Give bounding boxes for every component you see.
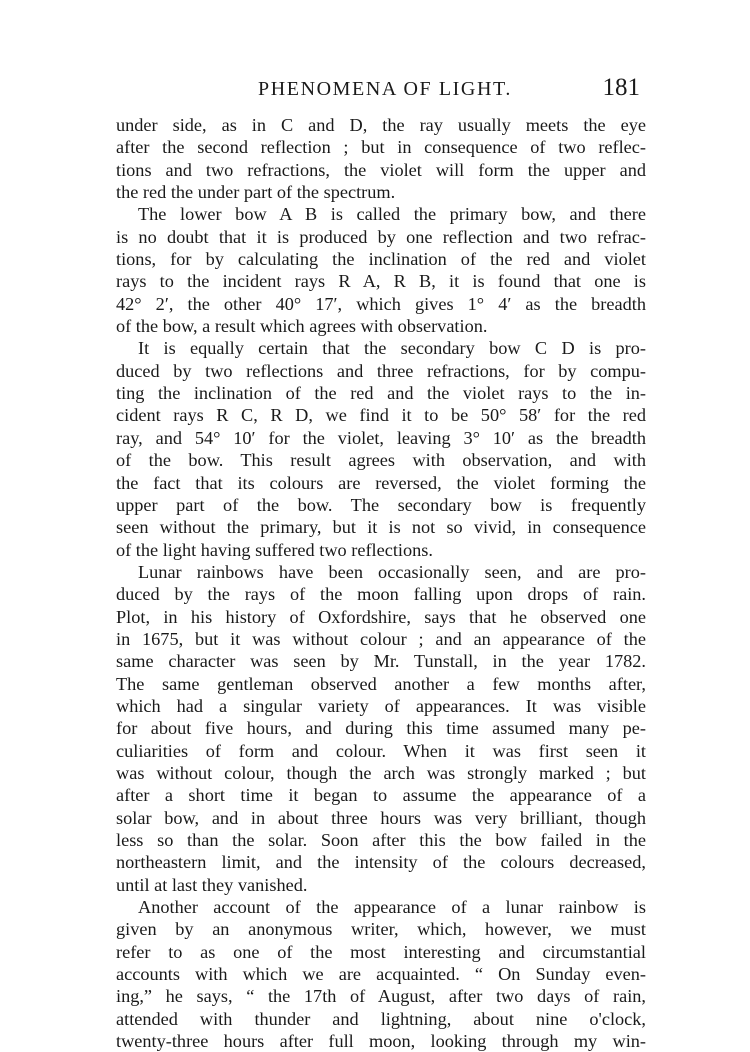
text-line: the fact that its colours are reversed, the violet forming the: [116, 472, 646, 493]
text-line: upper part of the bow. The secondary bow is frequently: [116, 494, 646, 515]
text-line: seen without the primary, but it is not so vivid, in consequence: [116, 517, 646, 538]
text-line: accounts with which we are acquainted. “ On Sunday even-: [116, 964, 646, 985]
text-line: of the light having suffered two reflections.: [116, 539, 433, 560]
text-line: twenty-three hours after full moon, looking through my win-: [116, 1031, 646, 1052]
text-line: given by an anonymous writer, which, however, we must: [116, 919, 646, 940]
text-line: rays to the incident rays R A, R B, it is found that one is: [116, 271, 646, 292]
text-line: culiarities of form and colour. When it was first seen it: [116, 740, 646, 761]
text-line: ing,” he says, “ the 17th of August, after two days of rain,: [116, 986, 646, 1007]
text-line: of the bow. This result agrees with observation, and with: [116, 450, 646, 471]
text-line: tions and two refractions, the violet will form the upper and: [116, 159, 646, 180]
text-line: under side, as in C and D, the ray usually meets the eye: [116, 115, 646, 135]
text-line: Another account of the appearance of a lunar rainbow is: [138, 897, 646, 918]
text-line: ray, and 54° 10′ for the violet, leaving 3° 10′ as the breadth: [116, 427, 646, 448]
text-line: after the second reflection ; but in consequence of two reflec-: [116, 137, 646, 158]
text-line: cident rays R C, R D, we find it to be 50° 58′ for the red: [116, 405, 646, 426]
text-line: attended with thunder and lightning, about nine o'clock,: [116, 1008, 646, 1029]
text-line: duced by the rays of the moon falling upon drops of rain.: [116, 584, 646, 605]
page-number: 181: [602, 74, 640, 101]
text-line: solar bow, and in about three hours was very brilliant, though: [116, 807, 646, 828]
text-line: in 1675, but it was without colour ; and an appearance of the: [116, 628, 646, 649]
text-line: The same gentleman observed another a few months after,: [116, 673, 646, 694]
text-line: The lower bow A B is called the primary bow, and there: [138, 204, 646, 225]
running-title: PHENOMENA OF LIGHT.: [258, 78, 512, 100]
text-line: for about five hours, and during this time assumed many pe-: [116, 718, 646, 739]
text-line: ting the inclination of the red and the violet rays to the in-: [116, 383, 646, 404]
text-line: is no doubt that it is produced by one reflection and two refrac-: [116, 226, 646, 247]
text-line: the red the under part of the spectrum.: [116, 182, 396, 203]
text-line: 42° 2′, the other 40° 17′, which gives 1° 4′ as the breadth: [116, 293, 646, 314]
text-line: which had a singular variety of appearances. It was visible: [116, 695, 646, 716]
text-line: tions, for by calculating the inclination of the red and violet: [116, 249, 646, 270]
page-header: [116, 74, 646, 106]
text-line: duced by two reflections and three refractions, for by compu-: [116, 360, 646, 381]
text-line: of the bow, a result which agrees with observation.: [116, 316, 488, 337]
text-line: after a short time it began to assume the appearance of a: [116, 785, 646, 806]
text-line: Lunar rainbows have been occasionally seen, and are pro-: [138, 561, 646, 582]
text-line: less so than the solar. Soon after this the bow failed in the: [116, 830, 646, 850]
text-line: Plot, in his history of Oxfordshire, says that he observed one: [116, 606, 646, 627]
text-line: same character was seen by Mr. Tunstall, in the year 1782.: [116, 651, 646, 672]
text-line: until at last they vanished.: [116, 874, 308, 895]
text-line: was without colour, though the arch was strongly marked ; but: [116, 762, 646, 783]
text-line: It is equally certain that the secondary bow C D is pro-: [138, 338, 646, 359]
body-text: [116, 114, 646, 1052]
text-line: refer to as one of the most interesting and circumstantial: [116, 941, 646, 962]
text-line: northeastern limit, and the intensity of the colours decreased,: [116, 852, 646, 873]
